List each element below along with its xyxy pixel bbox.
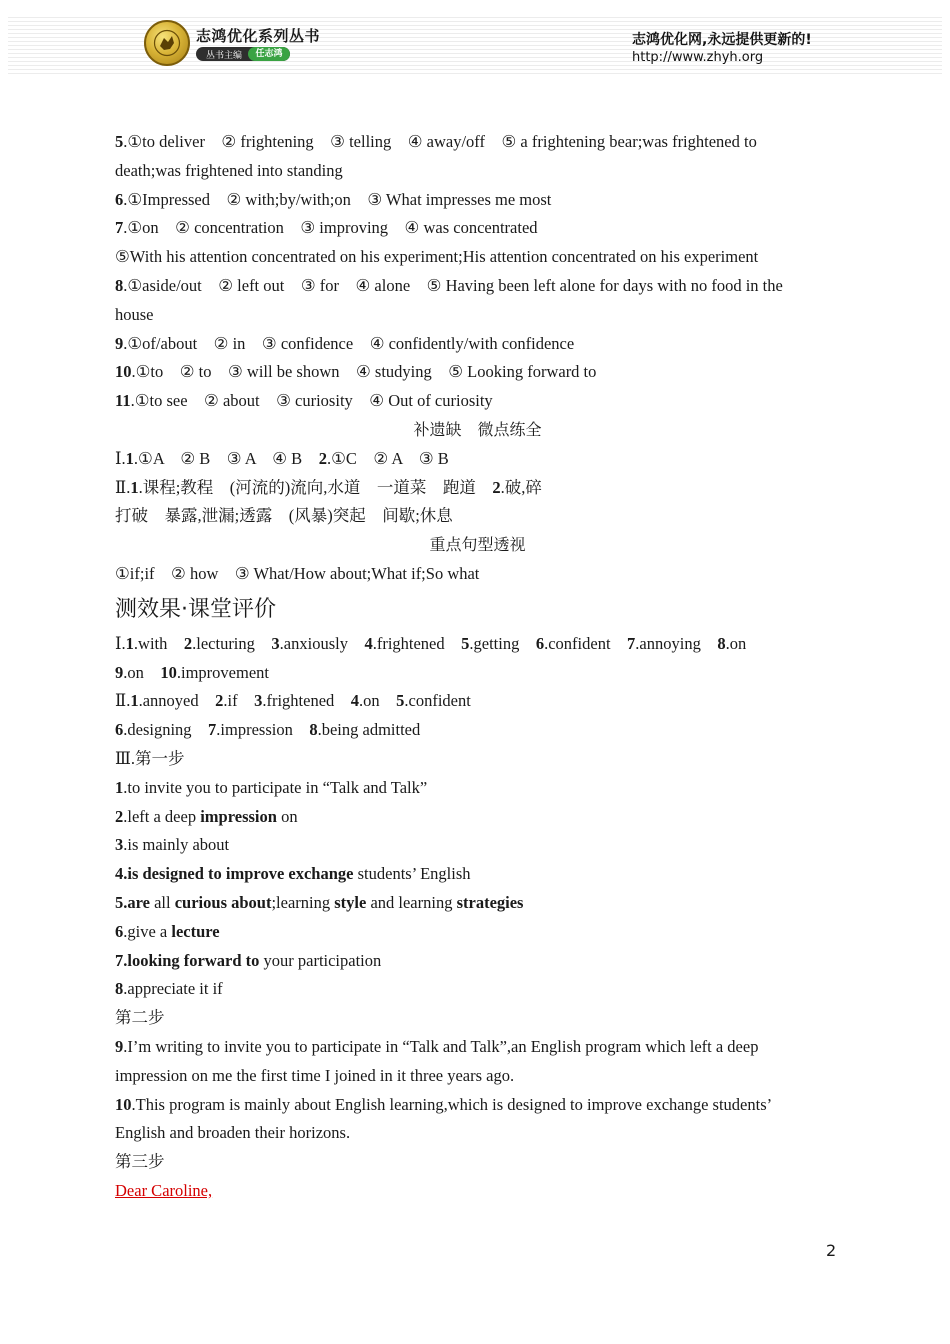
text-segment: Ⅲ.第一步 (115, 748, 185, 768)
answer-line (115, 474, 840, 503)
text-segment: Ⅱ. (115, 477, 131, 497)
answer-line (115, 803, 840, 832)
section-title: 测效果·课堂评价 (115, 596, 276, 622)
bold-text: 6 (115, 921, 124, 941)
bold-text: 5 (396, 691, 405, 711)
text-segment: students’ English (353, 864, 471, 884)
site-slogan: 志鸿优化网,永远提供更新的! (632, 32, 812, 48)
text-segment: .①to see ② about ③ curiosity ④ Out of curiosity (130, 391, 493, 411)
text-segment: Ⅰ. (115, 633, 126, 653)
answer-line (115, 1062, 840, 1091)
text-segment: .①on ② concentration ③ improving ④ was concentrated (123, 218, 538, 238)
answer-line (115, 128, 840, 157)
bold-text: 5 (115, 132, 124, 151)
text-segment: .annoying (635, 633, 718, 653)
series-editor-label: 丛书主编 (206, 51, 243, 61)
bold-text: 3 (271, 633, 280, 653)
text-segment: .appreciate it if (123, 979, 223, 999)
text-segment: Ⅱ. (115, 691, 131, 711)
subsection-heading: 补遗缺 微点练全 (413, 419, 542, 439)
answer-line (115, 716, 840, 745)
text-segment: .①to ② to ③ will be shown ④ studying ⑤ Looking forward to (131, 362, 597, 382)
text-segment: .lecturing (192, 633, 272, 653)
answer-line (115, 831, 840, 860)
bold-text: 1 (130, 691, 139, 711)
answer-line (115, 502, 840, 531)
answer-line (115, 1004, 840, 1033)
answer-line (115, 889, 840, 918)
bold-text: 2 (215, 691, 224, 711)
answer-line (115, 687, 840, 716)
text-segment: .impression (216, 720, 310, 740)
text-segment: .with (133, 633, 184, 653)
series-editor-bar (196, 47, 290, 61)
text-segment: ①if;if ② how ③ What/How about;What if;So what (115, 563, 480, 583)
text-segment: .if (223, 691, 255, 711)
text-segment: house (115, 304, 154, 324)
editor-name: 任志鸿 (248, 47, 290, 61)
text-segment: .confident (404, 691, 471, 711)
bold-text: 4 (350, 691, 360, 711)
text-segment: .①to deliver ② frightening ③ telling ④ away/off ⑤ a frightening bear;was frightened to (123, 132, 757, 151)
text-segment: .getting (469, 633, 536, 653)
site-url-link[interactable]: http://www.zhyh.org (632, 50, 764, 65)
bold-text: 9 (115, 662, 124, 682)
bold-text: 2 (115, 806, 124, 826)
text-segment: .left a deep (123, 806, 201, 826)
bold-text: 1 (115, 777, 124, 797)
bold-text: .looking forward to (123, 950, 260, 970)
text-segment: .annoyed (138, 691, 216, 711)
text-segment: on (276, 806, 298, 826)
answer-line (115, 1148, 840, 1177)
text-segment: Ⅰ. (115, 448, 126, 468)
bold-text: 10 (115, 1094, 132, 1114)
text-segment: 第二步 (115, 1008, 165, 1028)
text-segment: .confident (544, 633, 628, 653)
text-segment: .designing (123, 720, 209, 740)
text-segment: .frightened (262, 691, 351, 711)
text-segment: .to invite you to participate in “Talk and Talk” (123, 777, 428, 797)
bold-text: 6 (535, 633, 545, 653)
answer-line (115, 560, 840, 589)
subsection-heading: 重点句型透视 (429, 535, 526, 555)
text-segment: .on (359, 691, 397, 711)
answer-line (115, 1177, 840, 1206)
bold-text: strategies (456, 892, 524, 912)
answer-line (115, 1119, 840, 1148)
bold-text: impression (200, 806, 277, 826)
bold-text: 11 (115, 391, 131, 411)
bold-text: 7 (208, 720, 217, 740)
answer-line (115, 1091, 840, 1120)
series-name: 志鸿优化系列丛书 (196, 27, 321, 45)
bold-text: 6 (115, 189, 124, 209)
text-segment: .课程;教程 (河流的)流向,水道 一道菜 跑道 (138, 477, 493, 497)
bold-text: 7 (115, 218, 124, 238)
text-segment: death;was frightened into standing (115, 160, 343, 180)
bold-text: 7 (627, 633, 636, 653)
bold-text: style (334, 892, 367, 912)
bold-text: lecture (171, 921, 220, 941)
text-segment: your participation (259, 950, 382, 970)
text-segment: 第三步 (115, 1152, 165, 1172)
answer-line (115, 186, 840, 215)
bold-text: 9 (115, 333, 124, 353)
text-segment: .anxiously (279, 633, 365, 653)
text-segment: and learning (366, 892, 457, 912)
answer-key-content (115, 128, 840, 1206)
answer-line (115, 975, 840, 1004)
bold-text: 8 (309, 720, 318, 740)
answer-line (115, 659, 840, 688)
text-segment: .①of/about ② in ③ confidence ④ confidently/with confidence (123, 333, 575, 353)
bold-text: 4 (364, 633, 373, 653)
bold-text: 3 (254, 691, 263, 711)
logo-emblem-icon (153, 29, 181, 57)
bold-text: curious about (174, 892, 272, 912)
bold-text: 1 (125, 633, 134, 653)
text-segment: .I’m writing to invite you to participate in “Talk and Talk”,an English program which left a deep (123, 1036, 759, 1056)
text-segment: .①aside/out ② left out ③ for ④ alone ⑤ Having been left alone for days with no food in the (123, 275, 783, 295)
bold-text: 8 (115, 275, 124, 295)
text-segment: impression on me the first time I joined in it three years ago. (115, 1065, 515, 1085)
bold-text: 5 (461, 633, 470, 653)
bold-text: 5 (115, 892, 124, 912)
bold-text: 3 (115, 835, 124, 855)
bold-text: 8 (717, 633, 726, 653)
answer-line (115, 445, 840, 474)
answer-line (115, 358, 840, 387)
bold-text: 1 (130, 477, 139, 497)
text-segment: .①A ② B ③ A ④ B (133, 448, 319, 468)
text-segment: ⑤With his attention concentrated on his experiment;His attention concentrated on his experiment (115, 247, 759, 267)
bold-text: 10 (115, 362, 132, 382)
bold-text: 1 (125, 448, 134, 468)
answer-line (115, 630, 840, 659)
bold-text: 8 (115, 979, 124, 999)
answer-line (115, 745, 840, 774)
bold-text: 2 (492, 477, 501, 497)
answer-line (115, 387, 840, 416)
text-segment: .frightened (372, 633, 462, 653)
answer-line (115, 330, 840, 359)
text-segment: 打破 暴露,泄漏;透露 (风暴)突起 间歇;休息 (115, 506, 453, 526)
bold-text: 4 (115, 864, 124, 884)
page-header (0, 0, 950, 80)
text-segment: .①C ② A ③ B (326, 448, 449, 468)
answer-line (115, 1033, 840, 1062)
text-segment: ;learning (271, 892, 335, 912)
answer-line (115, 774, 840, 803)
page-number: 2 (826, 1241, 837, 1260)
text-segment: all (149, 892, 175, 912)
text-segment: .being admitted (317, 720, 421, 740)
answer-line (115, 918, 840, 947)
bold-text: 2 (183, 633, 193, 653)
answer-line (115, 157, 840, 186)
text-segment: .improvement (176, 662, 269, 682)
bold-text: 7 (115, 950, 124, 970)
bold-text: 9 (115, 1036, 124, 1056)
bold-text: .is designed to improve exchange (123, 864, 354, 884)
text-segment: .on (123, 662, 161, 682)
answer-line (115, 301, 840, 330)
text-segment: .破,碎 (500, 477, 542, 497)
answer-line (115, 947, 840, 976)
text-segment: .is mainly about (123, 835, 230, 855)
text-segment: .①Impressed ② with;by/with;on ③ What impresses me most (123, 189, 552, 209)
answer-line (115, 272, 840, 301)
text-segment: .give a (123, 921, 172, 941)
text-segment: .This program is mainly about English learning,which is designed to improve exchange students’ (131, 1094, 773, 1114)
bold-text: .are (123, 892, 150, 912)
text-segment: .on (725, 633, 747, 653)
bold-text: 2 (318, 448, 327, 468)
publisher-logo-icon (144, 20, 190, 66)
text-segment: English and broaden their horizons. (115, 1123, 351, 1143)
bold-text: 6 (115, 720, 124, 740)
answer-line (115, 214, 840, 243)
bold-text: 10 (160, 662, 177, 682)
answer-line (115, 243, 840, 272)
letter-greeting-link[interactable]: Dear Caroline, (115, 1180, 213, 1200)
answer-line (115, 860, 840, 889)
